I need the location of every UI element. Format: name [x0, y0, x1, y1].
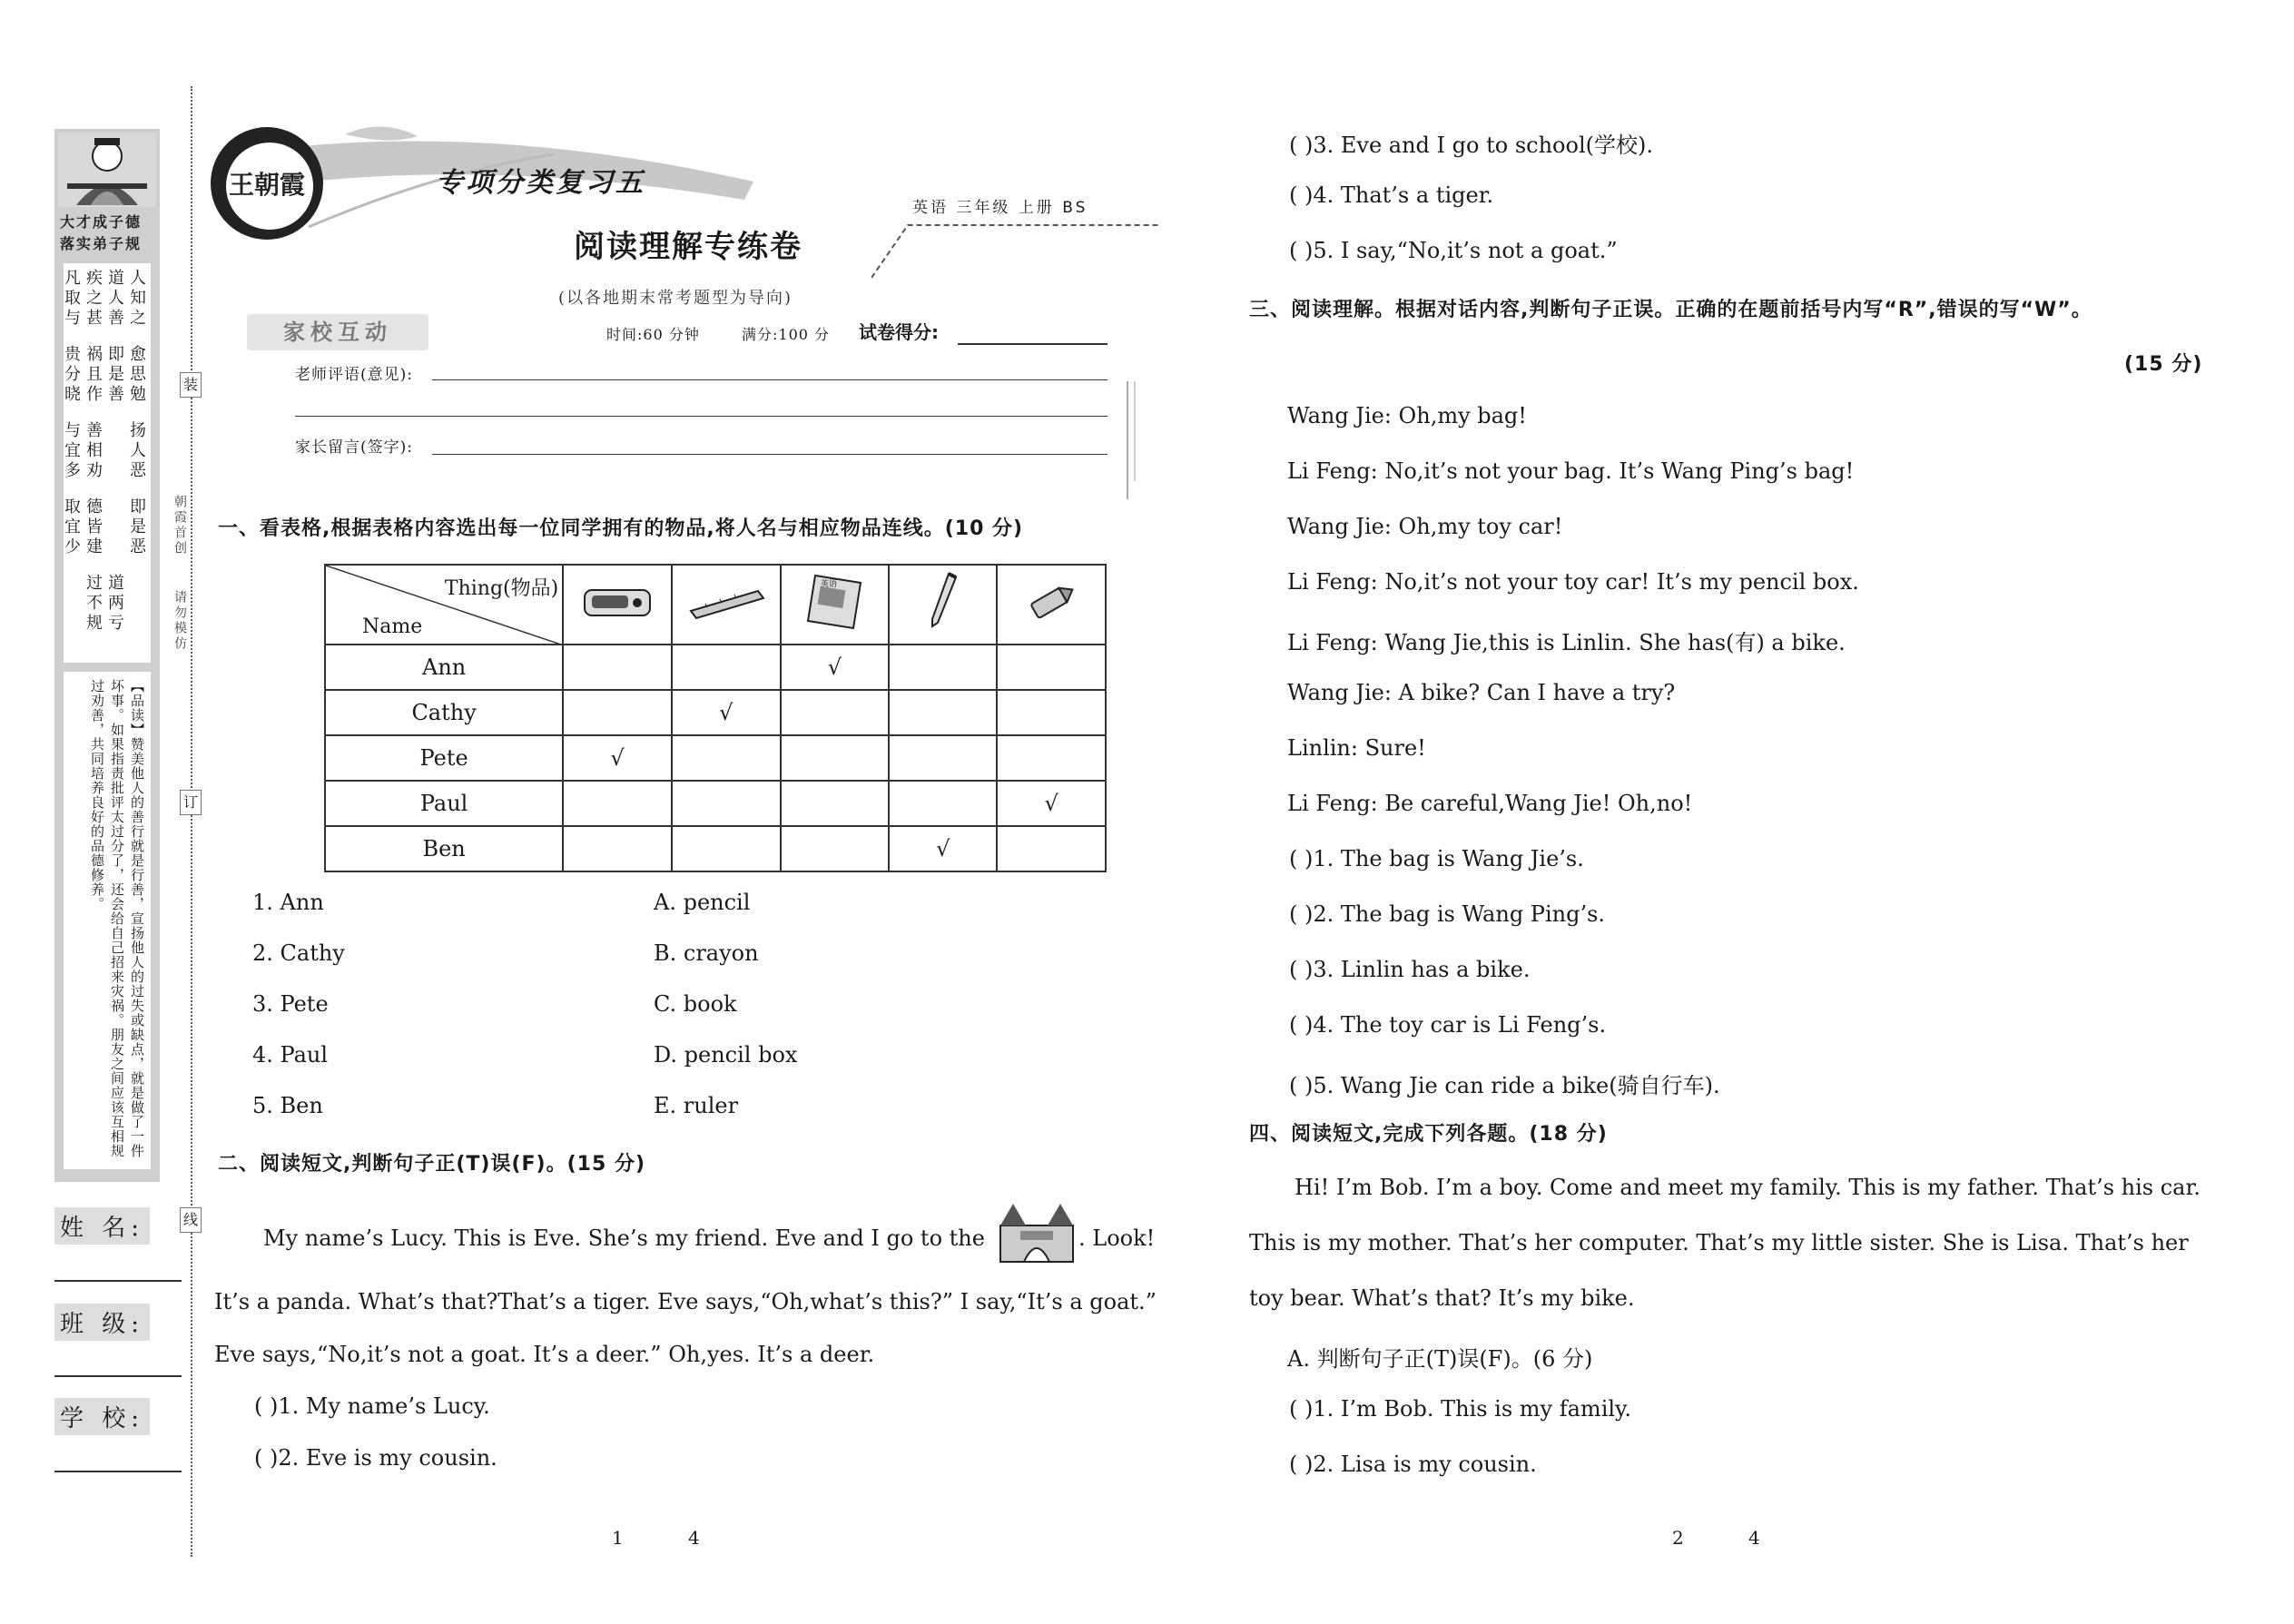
page-number: 1	[612, 1527, 624, 1549]
match-name[interactable]: 4. Paul	[252, 1042, 329, 1068]
poem-col: 祸且作	[84, 345, 103, 405]
book-icon	[802, 572, 866, 632]
poem-col: 凡取与	[62, 269, 81, 329]
q1-heading: 一、看表格,根据表格内容选出每一位同学拥有的物品,将人名与相应物品连线。(10 分)	[218, 517, 1024, 540]
header-pencil	[889, 565, 997, 645]
q2-item[interactable]: ( )4. That’s a tiger.	[1289, 182, 1494, 208]
match-name[interactable]: 2. Cathy	[252, 940, 345, 966]
check-cell	[889, 690, 997, 735]
q4-part-a: A. 判断句子正(T)误(F)。(6 分)	[1287, 1346, 1593, 1372]
page-total: 4	[1748, 1527, 1760, 1549]
row-name: Pete	[325, 735, 563, 781]
row-name: Ben	[325, 826, 563, 871]
dialogue-line: Li Feng: No,it’s not your bag. It’s Wang Ping’s bag!	[1287, 458, 1855, 484]
binding-char: 装	[180, 372, 202, 398]
scholar-illustration-icon	[58, 133, 156, 207]
poem-col: 德皆建	[84, 497, 103, 557]
check-cell	[997, 826, 1106, 871]
class-field[interactable]	[54, 1375, 182, 1377]
check-cell	[563, 645, 672, 690]
dialogue-line: Wang Jie: Oh,my bag!	[1287, 403, 1527, 428]
row-name: Ann	[325, 645, 563, 690]
check-cell	[781, 826, 890, 871]
check-cell	[997, 690, 1106, 735]
poem-col: 道人善	[105, 269, 124, 329]
header-ruler	[672, 565, 781, 645]
check-cell	[563, 690, 672, 735]
q3-score: (15 分)	[2124, 353, 2203, 376]
binding-char: 线	[180, 1207, 202, 1233]
crayon-icon	[1019, 579, 1083, 625]
corner-name: Name	[362, 615, 423, 638]
q2-item[interactable]: ( )3. Eve and I go to school(学校).	[1289, 133, 1653, 158]
dialogue-line: Linlin: Sure!	[1287, 735, 1426, 761]
check-cell	[997, 645, 1106, 690]
parent-comment-field[interactable]	[432, 454, 1108, 455]
check-cell: √	[672, 690, 781, 735]
match-name[interactable]: 5. Ben	[252, 1093, 323, 1118]
poem-col: 疾之甚	[84, 269, 103, 329]
poem-col: 道两亏	[105, 574, 124, 634]
poem-col: 取宜少	[62, 497, 81, 557]
score-label: 试卷得分:	[859, 321, 939, 343]
corner-thing: Thing(物品)	[444, 577, 559, 600]
table-row	[325, 690, 1106, 735]
subtitle: (以各地期末常考题型为导向)	[558, 289, 793, 308]
table-row	[325, 826, 1106, 871]
time-info	[606, 323, 830, 344]
section-title: 专项分类复习五	[436, 167, 645, 199]
check-cell	[997, 735, 1106, 781]
q2-item[interactable]: ( )1. My name’s Lucy.	[254, 1393, 490, 1419]
check-cell	[889, 781, 997, 826]
dialogue-line: Li Feng: Wang Jie,this is Linlin. She has(有) a bike.	[1287, 630, 1846, 655]
check-cell	[889, 645, 997, 690]
q4-para-2: This is my mother. That’s her computer. That’s my little sister. She is Lisa. That’s her	[1249, 1230, 2189, 1255]
dialogue-line: Wang Jie: A bike? Can I have a try?	[1287, 680, 1676, 705]
q3-item[interactable]: ( )5. Wang Jie can ride a bike(骑自行车).	[1289, 1073, 1720, 1098]
meta-dashed-line	[871, 216, 1162, 280]
page-number: 2	[1672, 1527, 1684, 1549]
full-score: 满分:100 分	[742, 326, 831, 343]
poem-col: 人知之	[127, 269, 146, 329]
q3-item[interactable]: ( )3. Linlin has a bike.	[1289, 957, 1531, 982]
class-label: 班 级:	[54, 1304, 150, 1341]
match-item[interactable]: D. pencil box	[654, 1042, 798, 1068]
check-cell: √	[997, 781, 1106, 826]
page-total: 4	[688, 1527, 700, 1549]
match-item[interactable]: A. pencil	[654, 890, 751, 915]
teacher-comment-field-2[interactable]	[295, 416, 1108, 417]
school-label: 学 校:	[54, 1398, 150, 1435]
check-cell: √	[781, 645, 890, 690]
q4-para-3: toy bear. What’s that? It’s my bike.	[1249, 1285, 1635, 1311]
q2-item[interactable]: ( )5. I say,“No,it’s not a goat.”	[1289, 238, 1618, 263]
check-cell	[781, 735, 890, 781]
binding-note: 请勿模仿	[172, 590, 187, 652]
check-cell	[889, 735, 997, 781]
reading-note-panel	[64, 672, 151, 1169]
check-cell	[781, 690, 890, 735]
match-item[interactable]: E. ruler	[654, 1093, 739, 1118]
school-field[interactable]	[54, 1471, 182, 1472]
header-crayon	[997, 565, 1106, 645]
header-book	[781, 565, 890, 645]
q4-item[interactable]: ( )2. Lisa is my cousin.	[1289, 1452, 1537, 1477]
motto-top: 大才成子德	[60, 213, 143, 231]
binding-cut-line	[191, 86, 192, 1557]
name-label: 姓 名:	[54, 1207, 150, 1245]
table-row	[325, 645, 1106, 690]
poem-col: 即是善	[105, 345, 124, 405]
q3-item[interactable]: ( )4. The toy car is Li Feng’s.	[1289, 1012, 1607, 1038]
table-row	[325, 735, 1106, 781]
poem-col: 愈思勉	[127, 345, 146, 405]
table-row	[325, 781, 1106, 826]
match-name[interactable]: 1. Ann	[252, 890, 324, 915]
teacher-comment-label: 老师评语(意见):	[295, 366, 413, 384]
check-cell	[672, 645, 781, 690]
name-field[interactable]	[54, 1280, 182, 1282]
check-cell	[672, 826, 781, 871]
q2-para-3: Eve says,“No,it’s not a goat. It’s a deer.” Oh,yes. It’s a deer.	[214, 1342, 875, 1367]
poem-col: 过不规	[84, 574, 103, 634]
header-pencil-box	[563, 565, 672, 645]
page-title: 阅读理解专练卷	[574, 229, 802, 265]
poem-col: 与宜多	[62, 421, 81, 481]
row-name: Paul	[325, 781, 563, 826]
dialogue-line: Wang Jie: Oh,my toy car!	[1287, 514, 1563, 539]
check-cell	[672, 735, 781, 781]
dialogue-line: Li Feng: No,it’s not your toy car! It’s my pencil box.	[1287, 569, 1859, 595]
check-cell	[781, 781, 890, 826]
q2-heading: 二、阅读短文,判断句子正(T)误(F)。(15 分)	[218, 1153, 645, 1176]
zoo-picture-icon	[995, 1198, 1078, 1265]
poem-col: 贵分晓	[62, 345, 81, 405]
check-cell: √	[563, 735, 672, 781]
subject-meta: 英语 三年级 上册 BS	[912, 199, 1088, 217]
q4-item[interactable]: ( )1. I’m Bob. This is my family.	[1289, 1396, 1632, 1422]
q3-item[interactable]: ( )1. The bag is Wang Jie’s.	[1289, 846, 1584, 871]
q2-item[interactable]: ( )2. Eve is my cousin.	[254, 1445, 497, 1471]
row-name: Cathy	[325, 690, 563, 735]
check-cell: √	[889, 826, 997, 871]
parent-comment-label: 家长留言(签字):	[295, 438, 413, 457]
binding-note: 朝霞首创	[172, 495, 187, 556]
poem-col: 扬人恶	[127, 421, 146, 481]
q4-heading: 四、阅读短文,完成下列各题。(18 分)	[1249, 1123, 1608, 1146]
q4-para-1: Hi! I’m Bob. I’m a boy. Come and meet my family. This is my father. That’s his car.	[1295, 1175, 2200, 1200]
poem-col: 善相劝	[84, 421, 103, 481]
brand-seal-text: 王朝霞	[228, 170, 305, 200]
header-frame-lines	[1122, 381, 1149, 499]
ruler-icon	[685, 584, 767, 620]
motto-bottom: 落实弟子规	[60, 235, 143, 252]
q2-para-1a: My name’s Lucy. This is Eve. She’s my friend. Eve and I go to the	[263, 1225, 985, 1251]
book-icon-text: 英语	[821, 580, 838, 589]
dialogue-line: Li Feng: Be careful,Wang Jie! Oh,no!	[1287, 791, 1693, 816]
binding-char: 订	[180, 790, 202, 815]
table-corner	[325, 565, 563, 645]
q2-para-2: It’s a panda. What’s that?That’s a tiger. Eve says,“Oh,what’s this?” I say,“It’s a goat.”	[214, 1289, 1157, 1314]
exam-time: 时间:60 分钟	[606, 326, 700, 343]
score-field[interactable]	[958, 343, 1108, 345]
teacher-comment-field[interactable]	[432, 379, 1108, 380]
match-item[interactable]: C. book	[654, 991, 737, 1017]
q3-item[interactable]: ( )2. The bag is Wang Ping’s.	[1289, 901, 1606, 927]
poem-panel	[64, 263, 151, 663]
poem-col: 即是恶	[127, 497, 146, 557]
items-table	[324, 564, 1107, 872]
home-school-badge: 家校互动	[247, 314, 428, 350]
match-item[interactable]: B. crayon	[654, 940, 759, 966]
reading-note: 【品读】赞美他人的善行就是行善，宣扬他人的过失或缺点，就是做了一件坏事。如果指责批评太过分了，还会给自己招来灾祸。朋友之间应该互相规过劝善，共同培养良好的品德修养。	[89, 679, 145, 1158]
pencil-box-icon	[581, 581, 654, 623]
check-cell	[563, 826, 672, 871]
check-cell	[672, 781, 781, 826]
pencil-icon	[925, 570, 961, 634]
check-cell	[563, 781, 672, 826]
match-name[interactable]: 3. Pete	[252, 991, 329, 1017]
q3-heading: 三、阅读理解。根据对话内容,判断句子正误。正确的在题前括号内写“R”,错误的写“W”。	[1249, 299, 2092, 321]
q2-para-1b: . Look!	[1078, 1225, 1156, 1251]
